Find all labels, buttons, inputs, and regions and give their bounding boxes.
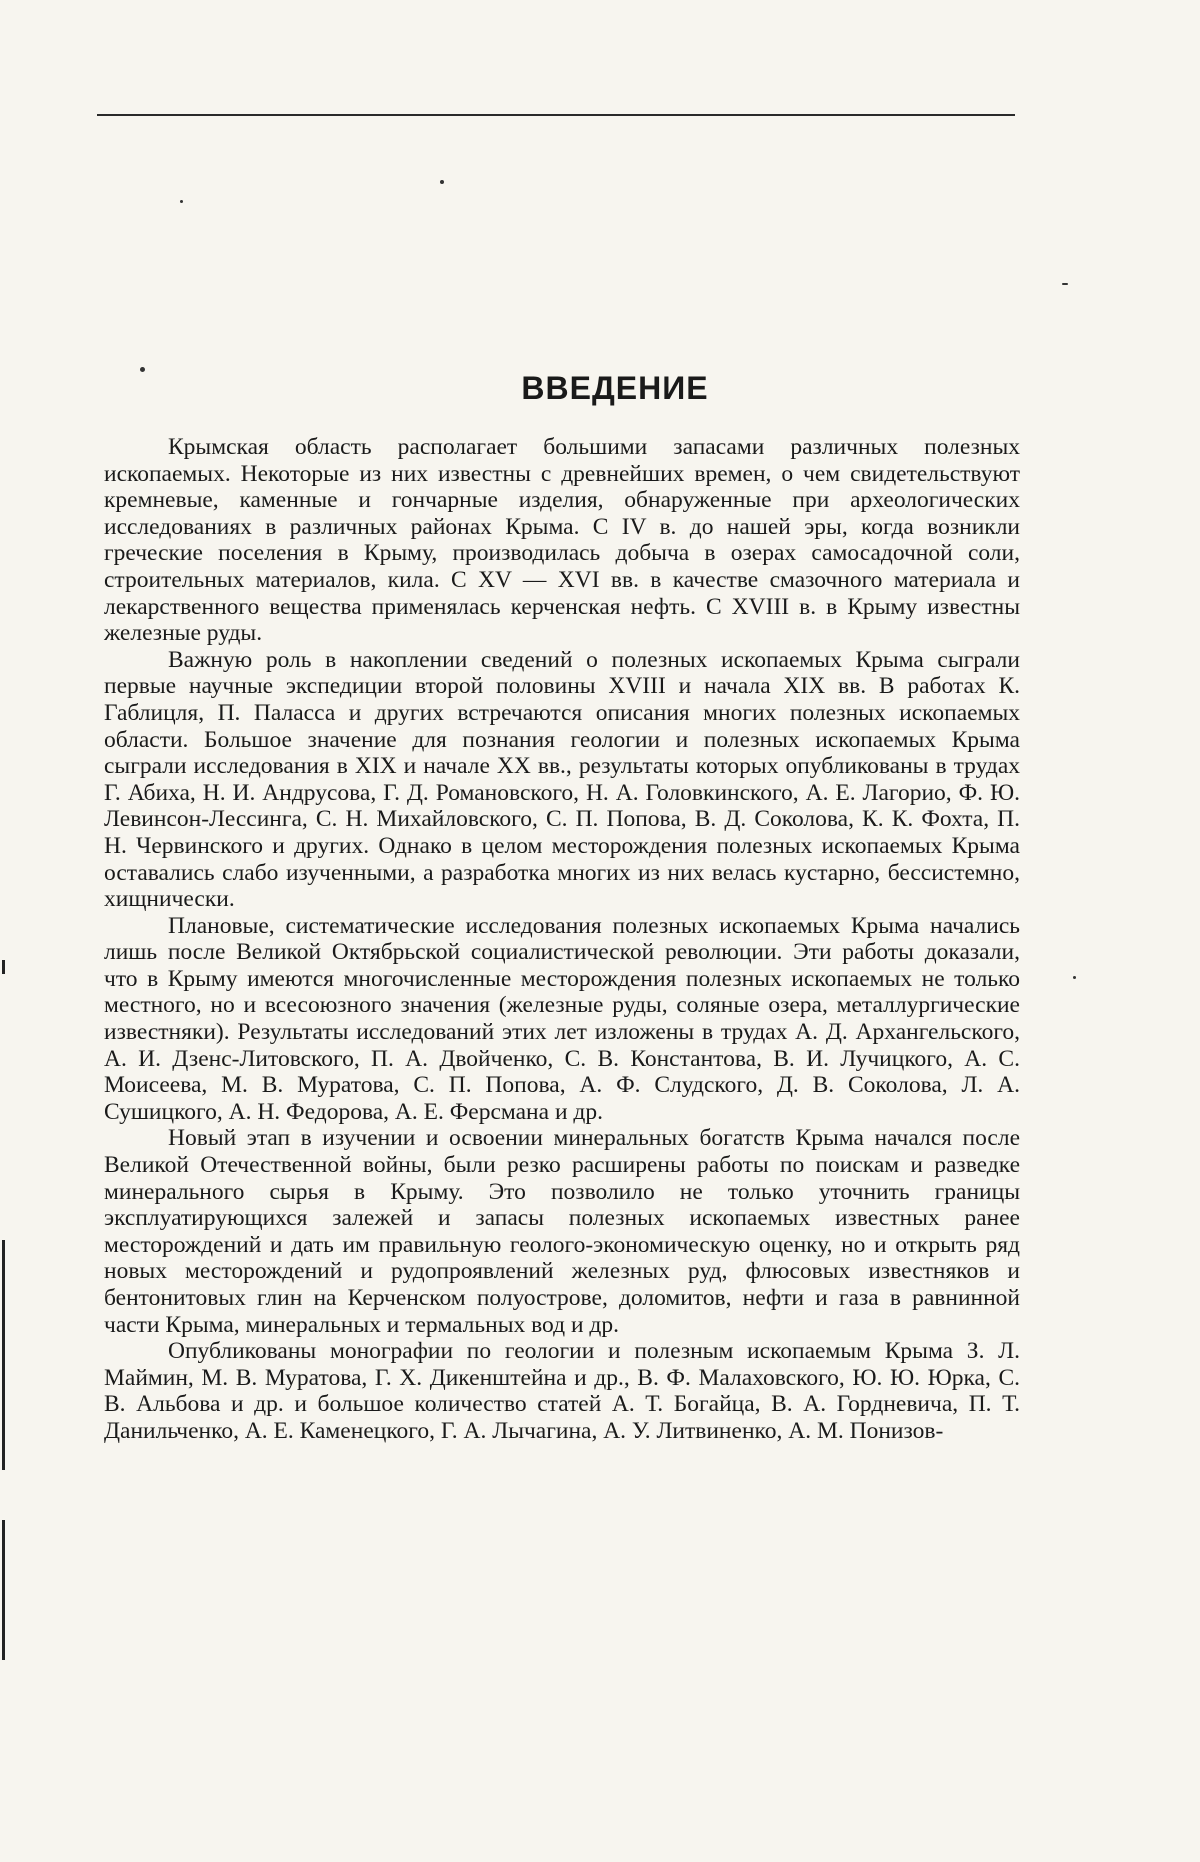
scan-speck (1073, 976, 1076, 979)
paragraph: Опубликованы монографии по геологии и полезным ископаемым Крыма З. Л. Маймин, М. В. Муратова, Г. Х. Дикенштейна и др., В. Ф. Малаховского, Ю. Ю. Юрка, С. В. Альбова и др. и большое количество статей А. Т. Богайца, В. А. Гордневича, П. Т. Данильченко, А. Е. Каменецкого, Г. А. Лычагина, А. У. Литвиненко, А. М. Понизов- (104, 1338, 1020, 1444)
scan-speck (180, 200, 183, 203)
paragraph: Новый этап в изучении и освоении минеральных богатств Крыма начался после Великой Отечественной войны, были резко расширены работы по поискам и разведке минерального сырья в Крыму. Это позволило не только уточнить границы эксплуатирующихся залежей и запасы полезных ископаемых известных ранее месторождений и дать им правильную геолого-экономическую оценку, но и открыть ряд новых месторождений и рудопроявлений железных руд, флюсовых известняков и бентонитовых глин на Керченском полуострове, доломитов, нефти и газа в равнинной части Крыма, минеральных и термальных вод и др. (104, 1125, 1020, 1338)
paragraph: Важную роль в накоплении сведений о полезных ископаемых Крыма сыграли первые научные экспедиции второй половины XVIII и начала XIX вв. В работах К. Габлицля, П. Паласса и других встречаются описания многих полезных ископаемых области. Большое значение для познания геологии и полезных ископаемых Крыма сыграли исследования в XIX и начале XX вв., результаты которых опубликованы в трудах Г. Абиха, Н. И. Андрусова, Г. Д. Романовского, Н. А. Головкинского, А. Е. Лагорио, Ф. Ю. Левинсон-Лессинга, С. Н. Михайловского, С. П. Попова, В. Д. Соколова, К. К. Фохта, П. Н. Червинского и других. Однако в целом месторождения полезных ископаемых Крыма оставались слабо изученными, а разработка многих из них велась кустарно, бессистемно, хищнически. (104, 647, 1020, 913)
top-rule (97, 114, 1015, 116)
scan-edge-mark (2, 960, 5, 974)
scan-edge-mark (2, 1240, 5, 1470)
page-title: ВВЕДЕНИЕ (0, 370, 1200, 407)
scan-edge-mark (2, 1520, 5, 1660)
body-text (104, 434, 1020, 1445)
paragraph: Крымская область располагает большими запасами различных полезных ископаемых. Некоторые из них известны с древнейших времен, о чем свидетельствуют кремневые, каменные и гончарные изделия, обнаруженные при археологических исследованиях в различных районах Крыма. С IV в. до нашей эры, когда возникли греческие поселения в Крыму, производилась добыча в озерах самосадочной соли, строительных материалов, кила. С XV — XVI вв. в качестве смазочного материала и лекарственного вещества применялась керченская нефть. С XVIII в. в Крыму известны железные руды. (104, 434, 1020, 647)
scan-speck (1062, 283, 1068, 285)
paragraph: Плановые, систематические исследования полезных ископаемых Крыма начались лишь после Великой Октябрьской социалистической революции. Эти работы доказали, что в Крыму имеются многочисленные месторождения полезных ископаемых не только местного, но и всесоюзного значения (железные руды, соляные озера, металлургические известняки). Результаты исследований этих лет изложены в трудах А. Д. Архангельского, А. И. Дзенс-Литовского, П. А. Двойченко, С. В. Константова, В. И. Лучицкого, А. С. Моисеева, М. В. Муратова, С. П. Попова, А. Ф. Слудского, Д. В. Соколова, Л. А. Сушицкого, А. Н. Федорова, А. Е. Ферсмана и др. (104, 913, 1020, 1126)
scan-speck (440, 180, 444, 184)
